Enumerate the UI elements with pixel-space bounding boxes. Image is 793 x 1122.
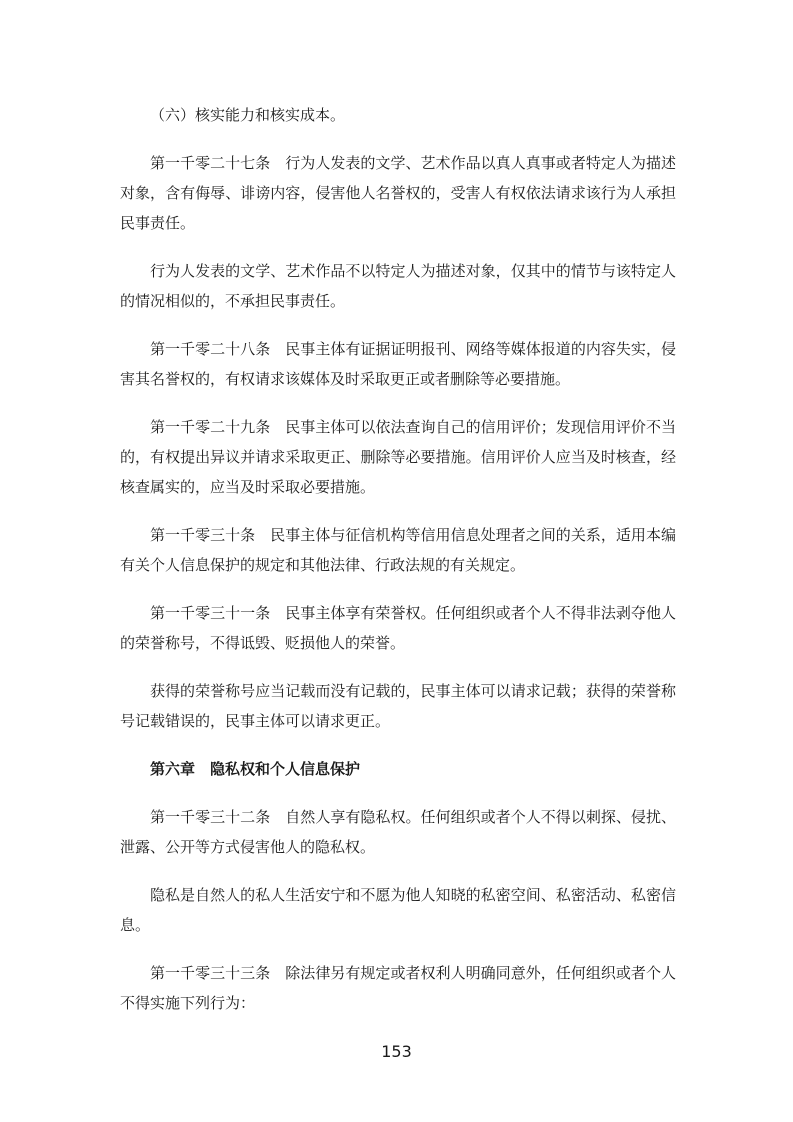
article-1030: 第一千零三十条 民事主体与征信机构等信用信息处理者之间的关系，适用本编有关个人信息保护的规定和其他法律、行政法规的有关规定。	[120, 526, 676, 574]
article-1027: 第一千零二十七条 行为人发表的文学、艺术作品以真人真事或者特定人为描述对象，含有侮辱、诽谤内容，侵害他人名誉权的，受害人有权依法请求该行为人承担民事责任。	[120, 154, 676, 232]
paragraph-item-6: （六）核实能力和核实成本。	[150, 106, 346, 124]
page-number: 153	[381, 1042, 412, 1061]
document-body	[120, 100, 676, 1036]
chapter-heading: 第六章 隐私权和个人信息保护	[150, 760, 361, 778]
article-1032-paragraph-2: 隐私是自然人的私人生活安宁和不愿为他人知晓的私密空间、私密活动、私密信息。	[120, 886, 676, 934]
article-1027-paragraph-2: 行为人发表的文学、艺术作品不以特定人为描述对象，仅其中的情节与该特定人的情况相似的，不承担民事责任。	[120, 262, 676, 310]
article-1033: 第一千零三十三条 除法律另有规定或者权利人明确同意外，任何组织或者个人不得实施下列行为：	[120, 964, 676, 1012]
article-1028: 第一千零二十八条 民事主体有证据证明报刊、网络等媒体报道的内容失实，侵害其名誉权的，有权请求该媒体及时采取更正或者删除等必要措施。	[120, 340, 676, 388]
article-1031-paragraph-2: 获得的荣誉称号应当记载而没有记载的，民事主体可以请求记载；获得的荣誉称号记载错误的，民事主体可以请求更正。	[120, 682, 676, 730]
article-1029: 第一千零二十九条 民事主体可以依法查询自己的信用评价；发现信用评价不当的，有权提出异议并请求采取更正、删除等必要措施。信用评价人应当及时核查，经核查属实的，应当及时采取必要措施。	[120, 418, 676, 496]
article-1031: 第一千零三十一条 民事主体享有荣誉权。任何组织或者个人不得非法剥夺他人的荣誉称号，不得诋毁、贬损他人的荣誉。	[120, 604, 676, 652]
article-1032: 第一千零三十二条 自然人享有隐私权。任何组织或者个人不得以刺探、侵扰、泄露、公开等方式侵害他人的隐私权。	[120, 808, 676, 856]
